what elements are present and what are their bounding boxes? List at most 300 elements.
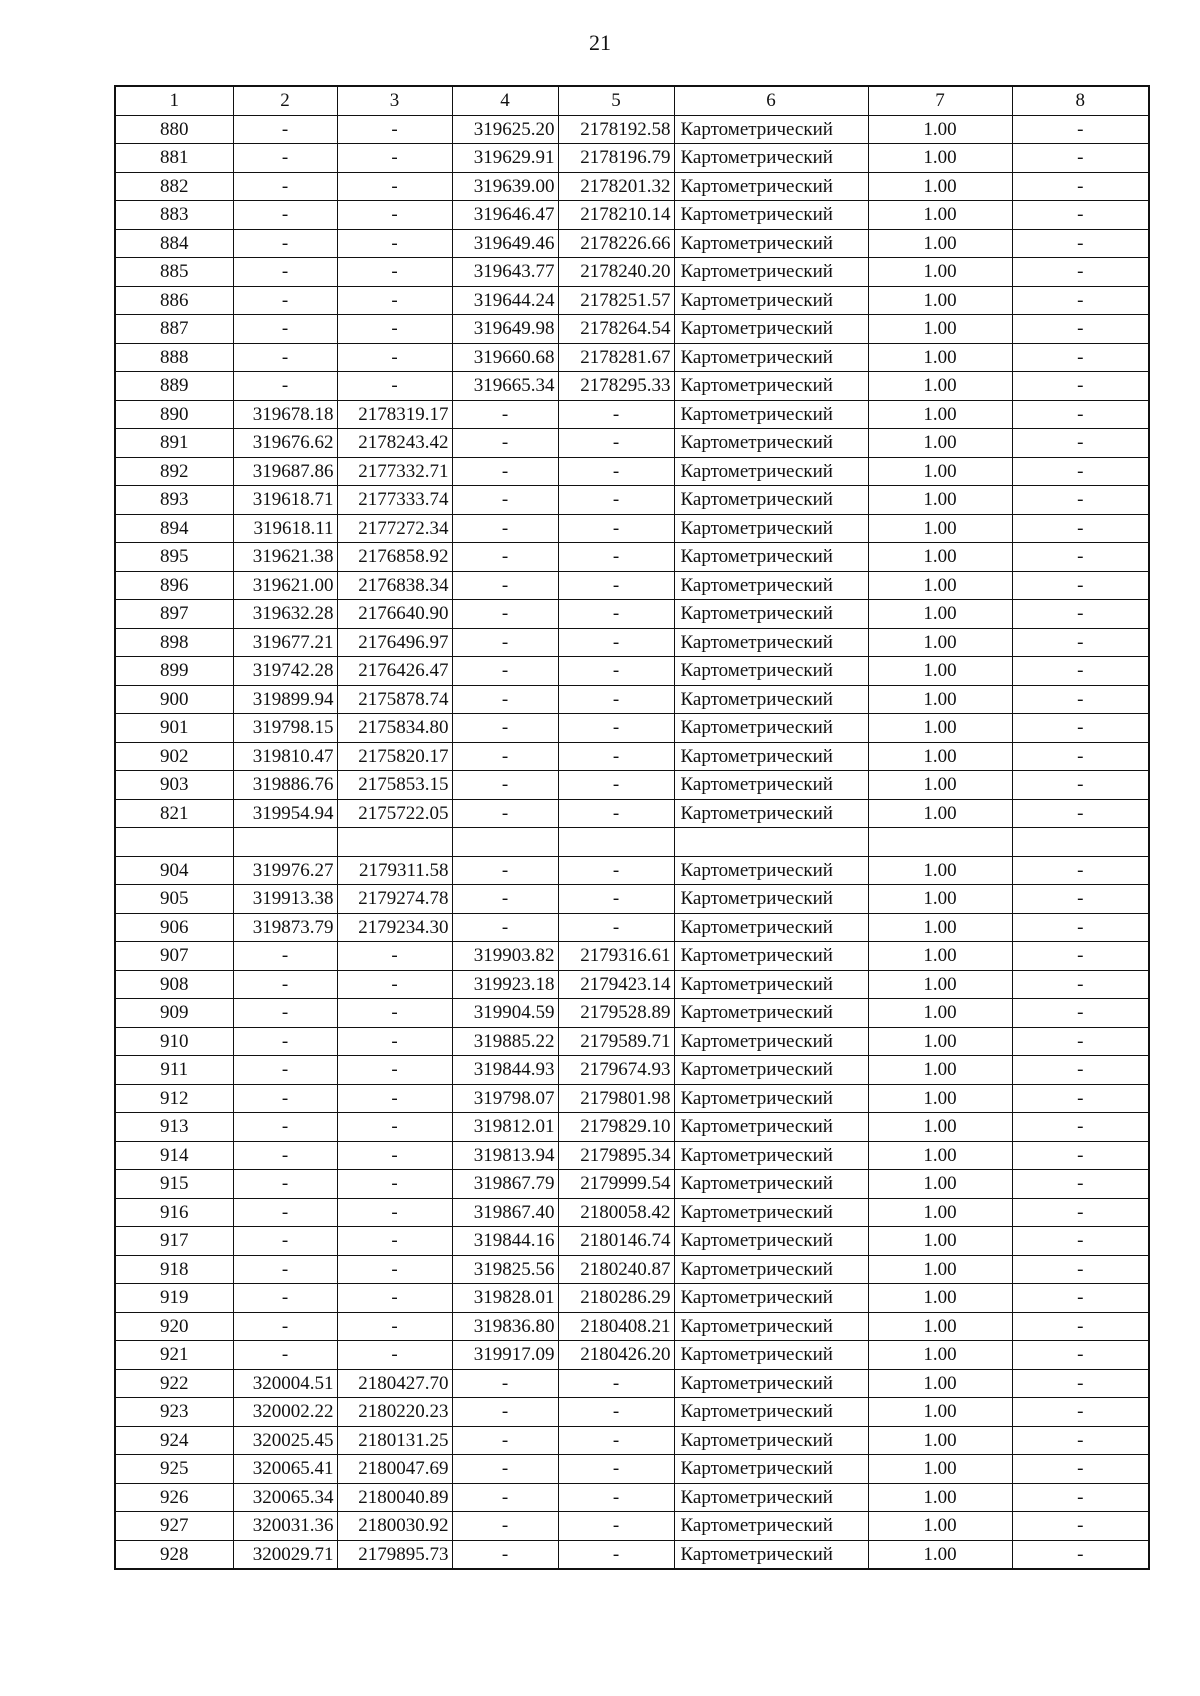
table-cell: - <box>233 315 337 344</box>
table-cell: - <box>1012 1426 1149 1455</box>
table-cell: - <box>337 1198 452 1227</box>
table-cell: - <box>337 315 452 344</box>
table-cell: - <box>233 201 337 230</box>
table-cell: - <box>558 799 674 828</box>
table-row <box>115 1398 1149 1427</box>
table-cell: 2179895.34 <box>558 1141 674 1170</box>
table-cell: - <box>558 1398 674 1427</box>
table-cell: - <box>337 258 452 287</box>
table-cell: 319813.94 <box>452 1141 558 1170</box>
table-cell: 899 <box>115 657 233 686</box>
table-cell: 319867.79 <box>452 1170 558 1199</box>
table-cell: 2176640.90 <box>337 600 452 629</box>
table-cell: 2178251.57 <box>558 286 674 315</box>
table-cell: 319644.24 <box>452 286 558 315</box>
table-cell: Картометрический <box>674 999 868 1028</box>
table-cell: Картометрический <box>674 1198 868 1227</box>
table-row <box>115 1113 1149 1142</box>
table-cell: - <box>337 343 452 372</box>
table-cell: - <box>233 115 337 144</box>
table-cell: - <box>233 1284 337 1313</box>
table-cell: 890 <box>115 400 233 429</box>
table-cell: 319812.01 <box>452 1113 558 1142</box>
table-cell: 1.00 <box>868 799 1012 828</box>
table-cell: 2178264.54 <box>558 315 674 344</box>
table-cell: 1.00 <box>868 771 1012 800</box>
table-cell: Картометрический <box>674 657 868 686</box>
table-cell: Картометрический <box>674 1084 868 1113</box>
table-cell: - <box>452 742 558 771</box>
table-cell: Картометрический <box>674 742 868 771</box>
table-cell: 898 <box>115 628 233 657</box>
table-cell: 319885.22 <box>452 1027 558 1056</box>
table-cell <box>558 828 674 857</box>
table-cell: 319618.71 <box>233 486 337 515</box>
table-cell: 2178319.17 <box>337 400 452 429</box>
table-cell: - <box>233 1027 337 1056</box>
table-cell: - <box>233 258 337 287</box>
table-cell: 319913.38 <box>233 885 337 914</box>
table-cell: 319649.98 <box>452 315 558 344</box>
table-row <box>115 286 1149 315</box>
table-cell: - <box>233 1113 337 1142</box>
table-cell: 1.00 <box>868 286 1012 315</box>
table-cell: - <box>1012 258 1149 287</box>
table-cell: 1.00 <box>868 657 1012 686</box>
table-cell: Картометрический <box>674 628 868 657</box>
table-cell: 1.00 <box>868 1198 1012 1227</box>
table-cell: 910 <box>115 1027 233 1056</box>
table-row <box>115 628 1149 657</box>
table-cell: 1.00 <box>868 1284 1012 1313</box>
table-cell: 2175722.05 <box>337 799 452 828</box>
table-cell: Картометрический <box>674 286 868 315</box>
table-cell <box>452 828 558 857</box>
table-cell: - <box>1012 856 1149 885</box>
table-cell: 1.00 <box>868 144 1012 173</box>
table-cell: Картометрический <box>674 144 868 173</box>
table-cell: Картометрический <box>674 1398 868 1427</box>
table-cell: - <box>1012 1369 1149 1398</box>
table-cell: Картометрический <box>674 429 868 458</box>
table-row <box>115 172 1149 201</box>
table-cell <box>868 828 1012 857</box>
table-cell: - <box>337 372 452 401</box>
table-cell: - <box>1012 229 1149 258</box>
table-cell <box>233 828 337 857</box>
table-cell: Картометрический <box>674 514 868 543</box>
table-cell: 2175834.80 <box>337 714 452 743</box>
table-row <box>115 315 1149 344</box>
table-cell: 2179274.78 <box>337 885 452 914</box>
table-cell: Картометрический <box>674 543 868 572</box>
table-cell: - <box>1012 600 1149 629</box>
table-cell: 919 <box>115 1284 233 1313</box>
table-cell: 2180146.74 <box>558 1227 674 1256</box>
table-cell: - <box>452 457 558 486</box>
table-row <box>115 1284 1149 1313</box>
table-cell: Картометрический <box>674 1369 868 1398</box>
table-cell: 319828.01 <box>452 1284 558 1313</box>
table-cell: 2179674.93 <box>558 1056 674 1085</box>
table-cell: 2179589.71 <box>558 1027 674 1056</box>
table-row <box>115 343 1149 372</box>
header-cell: 5 <box>558 86 674 115</box>
table-cell: 1.00 <box>868 600 1012 629</box>
table-cell: Картометрический <box>674 1512 868 1541</box>
table-cell: - <box>1012 486 1149 515</box>
table-row <box>115 514 1149 543</box>
table-cell: - <box>558 486 674 515</box>
table-cell: - <box>1012 714 1149 743</box>
table-cell: 2175820.17 <box>337 742 452 771</box>
table-cell: 928 <box>115 1540 233 1569</box>
table-cell: 1.00 <box>868 514 1012 543</box>
table-row <box>115 1255 1149 1284</box>
table-cell: 319798.15 <box>233 714 337 743</box>
table-cell: 907 <box>115 942 233 971</box>
table-cell: - <box>558 1455 674 1484</box>
table-cell: - <box>1012 1141 1149 1170</box>
table-cell: 319742.28 <box>233 657 337 686</box>
table-cell: - <box>233 1227 337 1256</box>
table-cell: - <box>233 1084 337 1113</box>
table-cell: 1.00 <box>868 372 1012 401</box>
table-cell: 2179316.61 <box>558 942 674 971</box>
header-cell: 2 <box>233 86 337 115</box>
table-cell: - <box>1012 1227 1149 1256</box>
table-cell: 319825.56 <box>452 1255 558 1284</box>
table-cell: 1.00 <box>868 229 1012 258</box>
table-cell <box>337 828 452 857</box>
table-cell: - <box>452 1426 558 1455</box>
table-cell: - <box>558 1512 674 1541</box>
table-cell: - <box>558 543 674 572</box>
table-cell: 903 <box>115 771 233 800</box>
table-cell: - <box>1012 970 1149 999</box>
table-cell: Картометрический <box>674 457 868 486</box>
table-cell: - <box>337 144 452 173</box>
table-cell: - <box>337 1027 452 1056</box>
table-row <box>115 771 1149 800</box>
table-cell: Картометрический <box>674 400 868 429</box>
table-cell: Картометрический <box>674 885 868 914</box>
table-cell: 319917.09 <box>452 1341 558 1370</box>
table-cell: - <box>558 1483 674 1512</box>
table-row <box>115 1455 1149 1484</box>
table-cell: 1.00 <box>868 115 1012 144</box>
table-cell: - <box>452 771 558 800</box>
table-cell: - <box>1012 1398 1149 1427</box>
table-cell: - <box>337 1312 452 1341</box>
table-cell: - <box>558 571 674 600</box>
table-cell: 1.00 <box>868 742 1012 771</box>
table-row <box>115 429 1149 458</box>
table-cell: - <box>233 1341 337 1370</box>
table-cell: 1.00 <box>868 172 1012 201</box>
table-cell: 2178281.67 <box>558 343 674 372</box>
table-cell: 905 <box>115 885 233 914</box>
table-cell: 319677.21 <box>233 628 337 657</box>
table-cell: 914 <box>115 1141 233 1170</box>
table-cell: 319660.68 <box>452 343 558 372</box>
table-row <box>115 372 1149 401</box>
table-cell: - <box>452 571 558 600</box>
table-cell: 2177272.34 <box>337 514 452 543</box>
table-cell: 2179801.98 <box>558 1084 674 1113</box>
table-cell: 1.00 <box>868 315 1012 344</box>
table-row <box>115 1512 1149 1541</box>
table-cell: 1.00 <box>868 628 1012 657</box>
table-cell: - <box>233 942 337 971</box>
table-cell: 319625.20 <box>452 115 558 144</box>
table-cell: - <box>337 115 452 144</box>
table-cell: - <box>1012 685 1149 714</box>
table-cell: 897 <box>115 600 233 629</box>
table-cell: 2178210.14 <box>558 201 674 230</box>
table-cell: 908 <box>115 970 233 999</box>
table-cell: 2175853.15 <box>337 771 452 800</box>
table-cell: 1.00 <box>868 1512 1012 1541</box>
table-cell: 319836.80 <box>452 1312 558 1341</box>
table-cell: 902 <box>115 742 233 771</box>
table-row <box>115 885 1149 914</box>
table-cell: Картометрический <box>674 1540 868 1569</box>
table-cell: 892 <box>115 457 233 486</box>
coordinates-table <box>114 85 1150 1570</box>
table-cell: 2178243.42 <box>337 429 452 458</box>
table-cell: 1.00 <box>868 942 1012 971</box>
table-cell: 2176496.97 <box>337 628 452 657</box>
table-cell: 904 <box>115 856 233 885</box>
table-cell: 2176858.92 <box>337 543 452 572</box>
table-cell: 319632.28 <box>233 600 337 629</box>
table-cell: 2179999.54 <box>558 1170 674 1199</box>
table-cell: - <box>337 970 452 999</box>
table-cell: - <box>1012 429 1149 458</box>
table-cell: 1.00 <box>868 1341 1012 1370</box>
table-cell: Картометрический <box>674 1170 868 1199</box>
table-row <box>115 742 1149 771</box>
table-cell: 1.00 <box>868 1056 1012 1085</box>
table-row <box>115 1312 1149 1341</box>
table-cell: 887 <box>115 315 233 344</box>
table-cell: - <box>1012 1540 1149 1569</box>
table-cell: 926 <box>115 1483 233 1512</box>
table-cell: 320004.51 <box>233 1369 337 1398</box>
table-cell: - <box>1012 400 1149 429</box>
table-cell: - <box>452 1455 558 1484</box>
table-cell: 1.00 <box>868 258 1012 287</box>
table-row <box>115 913 1149 942</box>
table-cell: - <box>1012 1113 1149 1142</box>
table-cell: 918 <box>115 1255 233 1284</box>
table-cell: 1.00 <box>868 457 1012 486</box>
table-cell: 2178192.58 <box>558 115 674 144</box>
table-row <box>115 571 1149 600</box>
table-cell: - <box>1012 1341 1149 1370</box>
table-cell: 319621.38 <box>233 543 337 572</box>
table-cell: - <box>558 400 674 429</box>
table-row <box>115 1170 1149 1199</box>
table-cell: 2177332.71 <box>337 457 452 486</box>
table-cell: 1.00 <box>868 400 1012 429</box>
table-cell: - <box>1012 1084 1149 1113</box>
table-cell: Картометрический <box>674 258 868 287</box>
table-cell: 1.00 <box>868 685 1012 714</box>
table-cell: 913 <box>115 1113 233 1142</box>
table-cell: - <box>1012 1312 1149 1341</box>
table-row <box>115 657 1149 686</box>
table-cell: Картометрический <box>674 1483 868 1512</box>
table-cell: - <box>1012 657 1149 686</box>
table-cell: 2180047.69 <box>337 1455 452 1484</box>
table-cell: Картометрический <box>674 343 868 372</box>
table-row <box>115 1540 1149 1569</box>
table-cell: - <box>337 1227 452 1256</box>
table-cell: - <box>558 628 674 657</box>
table-cell: 319678.18 <box>233 400 337 429</box>
table-cell: 896 <box>115 571 233 600</box>
table-cell: 895 <box>115 543 233 572</box>
table-cell: 319676.62 <box>233 429 337 458</box>
table-cell: 901 <box>115 714 233 743</box>
table-cell: 920 <box>115 1312 233 1341</box>
table-cell: Картометрический <box>674 1455 868 1484</box>
table-row <box>115 1227 1149 1256</box>
table-cell: 911 <box>115 1056 233 1085</box>
table-cell: - <box>452 799 558 828</box>
table-body <box>115 115 1149 1569</box>
table-cell: 1.00 <box>868 1255 1012 1284</box>
table-cell: - <box>1012 172 1149 201</box>
table-cell: - <box>233 1198 337 1227</box>
table-cell: - <box>558 514 674 543</box>
table-cell: 319687.86 <box>233 457 337 486</box>
table-cell: Картометрический <box>674 372 868 401</box>
table-cell: 923 <box>115 1398 233 1427</box>
table-row <box>115 999 1149 1028</box>
table-cell: Картометрический <box>674 799 868 828</box>
table-cell: 1.00 <box>868 1455 1012 1484</box>
table-cell: 319629.91 <box>452 144 558 173</box>
table-row <box>115 1369 1149 1398</box>
table-cell: Картометрический <box>674 201 868 230</box>
table-cell: 885 <box>115 258 233 287</box>
table-cell: 1.00 <box>868 1027 1012 1056</box>
page-number: 21 <box>589 30 611 55</box>
table-cell: 927 <box>115 1512 233 1541</box>
table-cell: - <box>452 885 558 914</box>
table-cell: 2180058.42 <box>558 1198 674 1227</box>
table-cell: 921 <box>115 1341 233 1370</box>
table-cell: 909 <box>115 999 233 1028</box>
table-cell: - <box>233 144 337 173</box>
table-cell: 1.00 <box>868 913 1012 942</box>
table-cell: - <box>233 372 337 401</box>
table-cell: - <box>233 229 337 258</box>
table-cell: 2180030.92 <box>337 1512 452 1541</box>
table-cell: - <box>452 1483 558 1512</box>
table-cell: - <box>337 1341 452 1370</box>
table-cell: 320025.45 <box>233 1426 337 1455</box>
table-cell: - <box>337 1056 452 1085</box>
table-cell: - <box>558 600 674 629</box>
table-cell: 1.00 <box>868 343 1012 372</box>
table-row <box>115 486 1149 515</box>
table-cell: 1.00 <box>868 1312 1012 1341</box>
table-cell: 319643.77 <box>452 258 558 287</box>
table-cell: - <box>452 400 558 429</box>
table-cell: 2179829.10 <box>558 1113 674 1142</box>
table-cell: 319639.00 <box>452 172 558 201</box>
table-cell <box>674 828 868 857</box>
table-cell: - <box>1012 115 1149 144</box>
table-cell: Картометрический <box>674 229 868 258</box>
table-cell: 2180426.20 <box>558 1341 674 1370</box>
header-cell: 8 <box>1012 86 1149 115</box>
table-cell: 882 <box>115 172 233 201</box>
table-row <box>115 1426 1149 1455</box>
table-cell: - <box>337 1141 452 1170</box>
table-row <box>115 942 1149 971</box>
table-cell: - <box>1012 628 1149 657</box>
table-cell: 319899.94 <box>233 685 337 714</box>
table-cell: 924 <box>115 1426 233 1455</box>
table-cell: - <box>1012 286 1149 315</box>
table-cell: 821 <box>115 799 233 828</box>
table-cell: - <box>233 999 337 1028</box>
table-cell: - <box>452 685 558 714</box>
table-cell: 2178196.79 <box>558 144 674 173</box>
table-cell: Картометрический <box>674 315 868 344</box>
table-cell: Картометрический <box>674 1284 868 1313</box>
table-cell: 320065.34 <box>233 1483 337 1512</box>
table-cell: 319810.47 <box>233 742 337 771</box>
table-cell: 884 <box>115 229 233 258</box>
table-cell: - <box>1012 1455 1149 1484</box>
table-cell: Картометрический <box>674 856 868 885</box>
table-cell: 1.00 <box>868 571 1012 600</box>
table-cell: 2180408.21 <box>558 1312 674 1341</box>
table-cell: 2180427.70 <box>337 1369 452 1398</box>
table-cell: 1.00 <box>868 1113 1012 1142</box>
table-cell: - <box>1012 457 1149 486</box>
table-row <box>115 828 1149 857</box>
table-cell: - <box>233 286 337 315</box>
table-cell: - <box>1012 1284 1149 1313</box>
table-cell: 2180220.23 <box>337 1398 452 1427</box>
table-row <box>115 1027 1149 1056</box>
table-cell: - <box>558 1369 674 1398</box>
table-row <box>115 543 1149 572</box>
table-cell: 2178295.33 <box>558 372 674 401</box>
table-cell: 894 <box>115 514 233 543</box>
table-cell: - <box>337 201 452 230</box>
table-cell: - <box>233 970 337 999</box>
table-cell: 319886.76 <box>233 771 337 800</box>
table-cell: 1.00 <box>868 1170 1012 1199</box>
table-cell: 319621.00 <box>233 571 337 600</box>
table-cell: 320065.41 <box>233 1455 337 1484</box>
table-cell: 883 <box>115 201 233 230</box>
table-cell <box>115 828 233 857</box>
table-row <box>115 970 1149 999</box>
table-cell: - <box>558 1540 674 1569</box>
table-cell: - <box>558 657 674 686</box>
table-cell: 319646.47 <box>452 201 558 230</box>
table-cell: - <box>1012 144 1149 173</box>
